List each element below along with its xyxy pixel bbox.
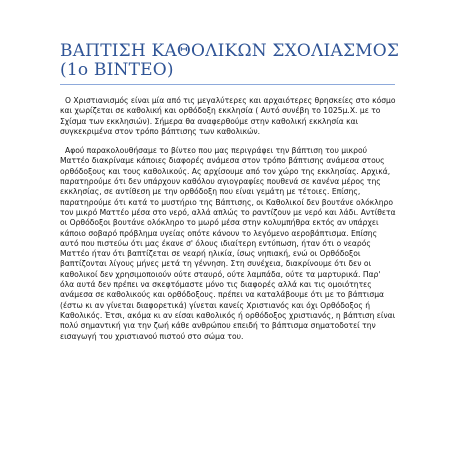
document-title: ΒΑΠΤΙΣΗ ΚΑΘΟΛΙΚΩΝ ΣΧΟΛΙΑΣΜΟΣ (1ο ΒΙΝΤΕΟ) bbox=[60, 41, 400, 80]
paragraph-intro: Ο Χριστιανισμός είναι μία από τις μεγαλύτερες και αρχαιότερες θρησκείες στο κόσμο και χωρίζεται σε καθολική και ορθόδοξη εκκλησία ( Αυτό συνέβη το 1025μ.Χ. με το Σχίσμα των εκκλησιών). Σήμερα θα αναφερθούμε στην καθολική εκκλησία και συγκεκριμένα στον τρόπο βάπτισης των καθολικών. bbox=[60, 96, 396, 136]
document-body bbox=[60, 96, 396, 351]
title-underline bbox=[60, 84, 395, 85]
paragraph-comparison: Αφού παρακολουθήσαμε το βίντεο που μας περιγράφει την βάπτιση του μικρού Ματτέο διακρίναμε κάποιες διαφορές ανάμεσα στον τρόπο βάπτισης ανάμεσα στους ορθόδοξους και τους καθολικούς. Ας αρχίσουμε από τον χώρο της εκκλησίας. Αρχικά, παρατηρούμε ότι δεν υπάρχουν καθόλου αγιογραφίες πουθενά σε κανένα μέρος της εκκλησίας, σε αντίθεση με την ορθόδοξη που είναι γεμάτη με τέτοιες. Επίσης, παρατηρούμε ότι κατά το μυστήριο της Βάπτισης, οι Καθολικοί δεν βουτάνε ολόκληρο τον μικρό Ματτέο μέσα στο νερό, αλλά απλώς το ραντίζουν με νερό και λάδι. Αντίθετα οι Ορθόδοξοι βουτάνε ολόκληρο το μωρό μέσα στην κολυμπήθρα εκτός αν υπάρχει κάποιο σοβαρό πρόβλημα υγείας οπότε κάνουν το λεγόμενο αεροβάπτισμα. Επίσης αυτό που πιστεύω ότι μας έκανε σ' όλους ιδιαίτερη εντύπωση, ήταν ότι ο νεαρός Ματτέο ήταν ότι βαπτίζεται σε νεαρή ηλικία, ίσως νηπιακή, ενώ οι Ορθόδοξοι βαπτίζονται λίγους μήνες μετά τη γέννηση. Στη συνέχεια, διακρίνουμε ότι δεν οι καθολικοί δεν χρησιμοποιούν ούτε σταυρό, ούτε λαμπάδα, ούτε τα μαρτυρικά. Παρ' όλα αυτά δεν πρέπει να σκεφτόμαστε μόνο τις διαφορές αλλά και τις ομοιότητες ανάμεσα σε καθολικούς και ορθόδοξους. πρέπει να καταλάβουμε ότι με το βάπτισμα (έστω κι αν γίνεται διαφορετικά) γίνεται κανείς Χριστιανός και όχι Ορθόδοξος ή Καθολικός. Έτσι, ακόμα κι αν είσαι καθολικός ή ορθόδοξος χριστιανός, η βάπτιση είναι πολύ σημαντική για την ζωή κάθε ανθρώπου επειδή το βάπτισμα σηματοδοτεί την εισαγωγή του χριστιανού πιστού στο σώμα του. bbox=[60, 146, 396, 341]
